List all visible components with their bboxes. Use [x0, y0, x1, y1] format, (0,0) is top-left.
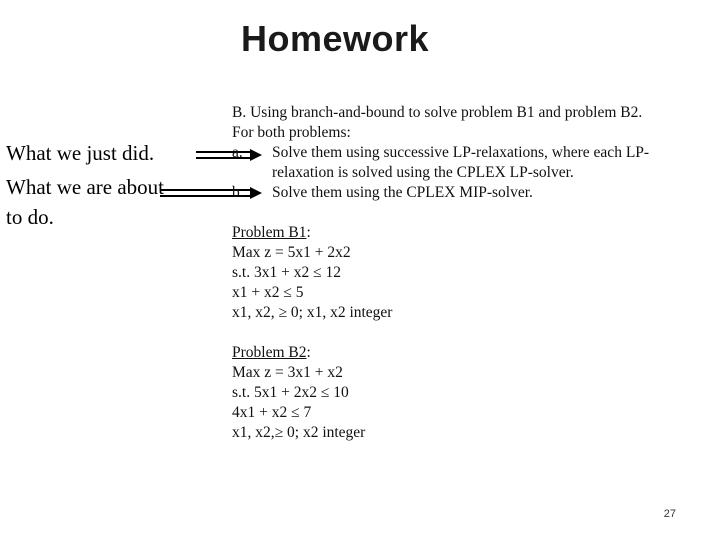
doc-heading: B. Using branch-and-bound to solve problem B1 and problem B2. [232, 104, 643, 121]
item-a-marker: a. [232, 144, 243, 161]
problem-b1-line: x1 + x2 ≤ 5 [232, 284, 304, 301]
problem-b1-title-text: Problem B1 [232, 224, 307, 241]
doc-for-both: For both problems: [232, 124, 351, 141]
problem-b1-line: s.t. 3x1 + x2 ≤ 12 [232, 264, 341, 281]
item-b-line1: Solve them using the CPLEX MIP-solver. [272, 184, 533, 201]
homework-document [232, 103, 712, 443]
page-number: 27 [663, 508, 676, 520]
problem-b1-title-colon: : [306, 224, 311, 241]
item-b-marker: b. [232, 184, 244, 201]
problem-b2-line: 4x1 + x2 ≤ 7 [232, 404, 312, 421]
problem-b2-title [232, 343, 712, 363]
note-about-to-do: What we are about to do. [6, 175, 165, 229]
problem-b1-line: Max z = 5x1 + 2x2 [232, 244, 351, 261]
item-a-line2: relaxation is solved using the CPLEX LP-solver. [272, 164, 574, 181]
problem-b2-line: s.t. 5x1 + 2x2 ≤ 10 [232, 384, 349, 401]
problem-b2-line: x1, x2,≥ 0; x2 integer [232, 424, 366, 441]
problem-b2-line: Max z = 3x1 + x2 [232, 364, 343, 381]
problem-b2-title-colon: : [306, 344, 311, 361]
slide-title: Homework [240, 18, 430, 59]
problem-b2-title-text: Problem B2 [232, 344, 307, 361]
note-just-did: What we just did. [6, 141, 155, 165]
item-a-line1: Solve them using successive LP-relaxations, where each LP- [272, 144, 650, 161]
problem-b1-title [232, 223, 712, 243]
item-b [232, 183, 712, 203]
item-a [232, 143, 712, 163]
problem-b1-line: x1, x2, ≥ 0; x1, x2 integer [232, 304, 393, 321]
